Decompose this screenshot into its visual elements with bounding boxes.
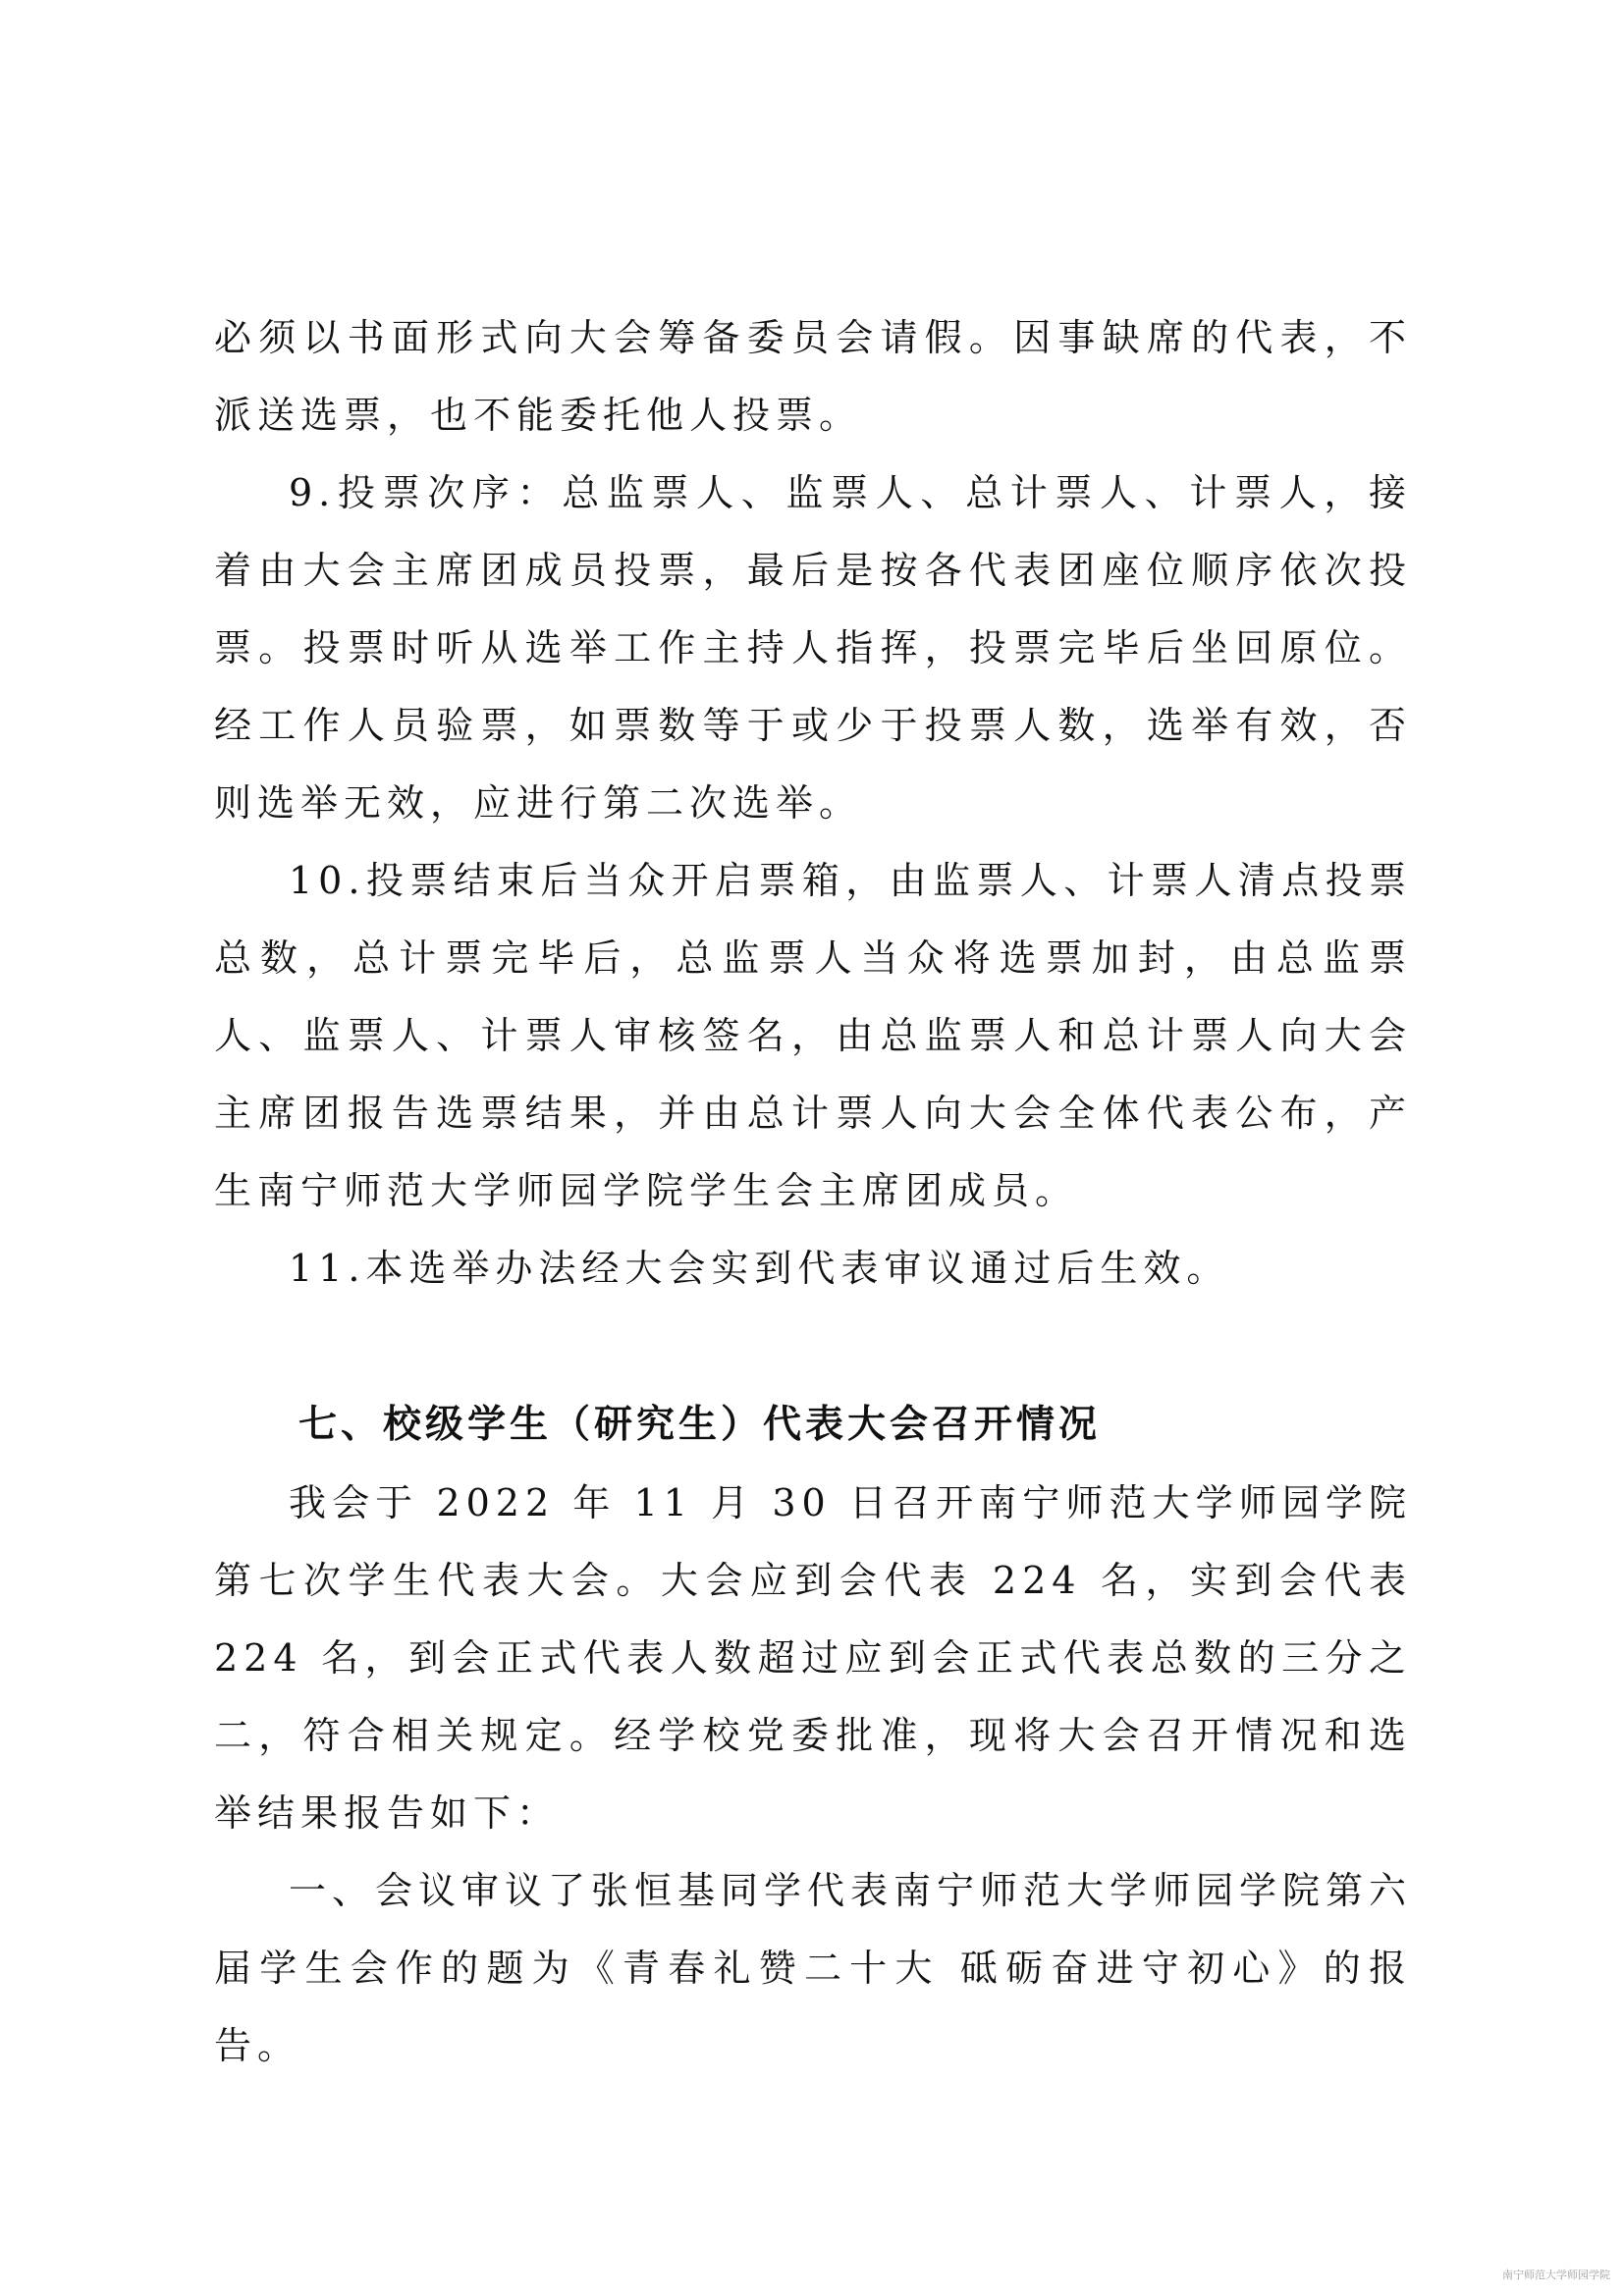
paragraph-effective-clause: 11.本选举办法经大会实到代表审议通过后生效。: [289, 1247, 1230, 1290]
section-heading: 七、校级学生（研究生）代表大会召开情况: [298, 1403, 1102, 1447]
paragraph-report-review: 一、会议审议了张恒基同学代表南宁师范大学师园学院第六届学生会作的题为《青春礼赞二十大 砥砺奋进守初心》的报告。: [214, 1869, 1413, 2067]
paragraph-voting-order: 9.投票次序：总监票人、监票人、总计票人、计票人，接着由大会主席团成员投票，最后是按各代表团座位顺序依次投票。投票时听从选举工作主持人指挥，投票完毕后坐回原位。经工作人员验票，如票数等于或少于投票人数，选举有效，否则选举无效，应进行第二次选举。: [214, 471, 1412, 825]
footer-watermark: 南宁师范大学师园学院: [1502, 2269, 1610, 2281]
paragraph-absence-rule: 必须以书面形式向大会筹备委员会请假。因事缺席的代表，不派送选票，也不能委托他人投票。: [214, 316, 1412, 437]
document-body: [214, 299, 1412, 2085]
paragraph-ballot-counting: 10.投票结束后当众开启票箱，由监票人、计票人清点投票总数，总计票完毕后，总监票人当众将选票加封，由总监票人、监票人、计票人审核签名，由总监票人和总计票人向大会主席团报告选票结果，并由总计票人向大会全体代表公布，产生南宁师范大学师园学院学生会主席团成员。: [214, 859, 1412, 1212]
paragraph-congress-summary: 我会于 2022 年 11 月 30 日召开南宁师范大学师园学院第七次学生代表大会。大会应到会代表 224 名，实到会代表 224 名，到会正式代表人数超过应到会正式代表总数的三分之二，符合相关规定。经学校党委批准，现将大会召开情况和选举结果报告如下：: [214, 1481, 1412, 1835]
